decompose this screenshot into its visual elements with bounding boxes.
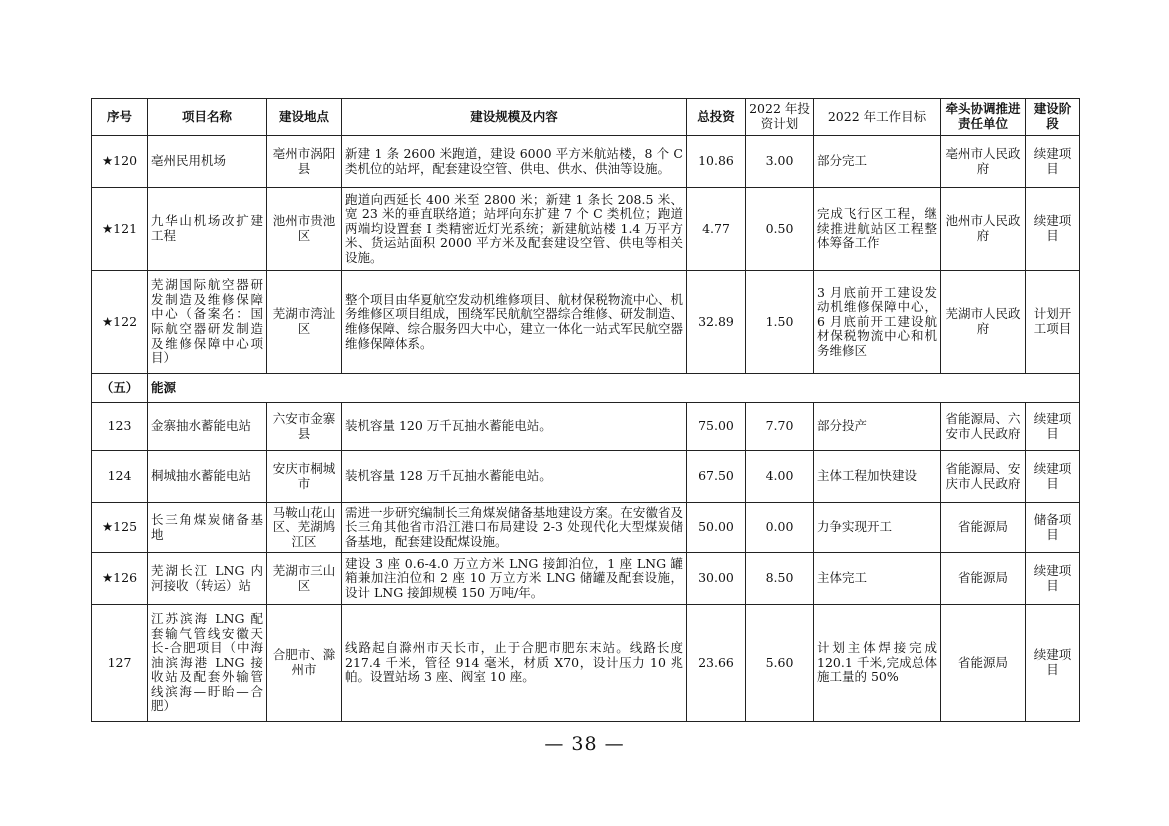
header-location: 建设地点 (267, 99, 342, 136)
cell-content: 整个项目由华夏航空发动机维修项目、航材保税物流中心、机务维修区项目组成，围绕军民航航空器综合维修、研发制造、维修保障、综合服务四大中心，建立一体化一站式军民航空器维修保障体系。 (342, 271, 687, 374)
cell-plan2022: 8.50 (746, 553, 814, 605)
cell-content: 新建 1 条 2600 米跑道，建设 6000 平方米航站楼，8 个 C 类机位的站坪，配套建设空管、供电、供水、供油等设施。 (342, 136, 687, 188)
cell-goal: 完成飞行区工程，继续推进航站区工程整体筹备工作 (814, 188, 941, 271)
cell-unit: 省能源局 (941, 503, 1026, 553)
header-content: 建设规模及内容 (342, 99, 687, 136)
cell-content: 线路起自滁州市天长市，止于合肥市肥东末站。线路长度 217.4 千米，管径 914 毫米，材质 X70，设计压力 10 兆帕。设置站场 3 座、阀室 10 座。 (342, 605, 687, 722)
cell-goal: 主体工程加快建设 (814, 451, 941, 503)
cell-stage: 续建项目 (1026, 188, 1080, 271)
cell-no: 127 (92, 605, 148, 722)
section-title: 能源 (148, 374, 1080, 403)
cell-no: ★125 (92, 503, 148, 553)
header-unit: 牵头协调推进责任单位 (941, 99, 1026, 136)
cell-plan2022: 3.00 (746, 136, 814, 188)
cell-location: 芜湖市湾沚区 (267, 271, 342, 374)
cell-content: 需进一步研究编制长三角煤炭储备基地建设方案。在安徽省及长三角其他省市沿江港口布局建设 2-3 处现代化大型煤炭储备基地，配套建设配煤设施。 (342, 503, 687, 553)
cell-stage: 续建项目 (1026, 553, 1080, 605)
cell-plan2022: 5.60 (746, 605, 814, 722)
cell-location: 六安市金寨县 (267, 403, 342, 451)
cell-total: 23.66 (687, 605, 746, 722)
cell-content: 装机容量 120 万千瓦抽水蓄能电站。 (342, 403, 687, 451)
cell-no: ★126 (92, 553, 148, 605)
cell-stage: 续建项目 (1026, 605, 1080, 722)
cell-stage: 储备项目 (1026, 503, 1080, 553)
header-name: 项目名称 (148, 99, 267, 136)
cell-unit: 省能源局 (941, 553, 1026, 605)
header-plan2022: 2022 年投资计划 (746, 99, 814, 136)
cell-name: 芜湖长江 LNG 内河接收（转运）站 (148, 553, 267, 605)
cell-name: 九华山机场改扩建工程 (148, 188, 267, 271)
cell-goal: 部分完工 (814, 136, 941, 188)
cell-location: 芜湖市三山区 (267, 553, 342, 605)
cell-plan2022: 7.70 (746, 403, 814, 451)
cell-stage: 续建项目 (1026, 136, 1080, 188)
table-row (92, 503, 1080, 553)
cell-location: 马鞍山花山区、芜湖鸠江区 (267, 503, 342, 553)
cell-name: 芜湖国际航空器研发制造及维修保障中心（备案名：国际航空器研发制造及维修保障中心项目） (148, 271, 267, 374)
cell-stage: 续建项目 (1026, 451, 1080, 503)
cell-location: 池州市贵池区 (267, 188, 342, 271)
cell-location: 亳州市涡阳县 (267, 136, 342, 188)
cell-name: 亳州民用机场 (148, 136, 267, 188)
cell-unit: 芜湖市人民政府 (941, 271, 1026, 374)
table-row (92, 451, 1080, 503)
cell-total: 10.86 (687, 136, 746, 188)
cell-stage: 续建项目 (1026, 403, 1080, 451)
cell-total: 50.00 (687, 503, 746, 553)
cell-plan2022: 0.00 (746, 503, 814, 553)
table-row (92, 136, 1080, 188)
cell-total: 4.77 (687, 188, 746, 271)
header-total: 总投资 (687, 99, 746, 136)
header-no: 序号 (92, 99, 148, 136)
cell-name: 长三角煤炭储备基地 (148, 503, 267, 553)
cell-name: 金寨抽水蓄能电站 (148, 403, 267, 451)
cell-unit: 亳州市人民政府 (941, 136, 1026, 188)
cell-goal: 力争实现开工 (814, 503, 941, 553)
cell-goal: 计划主体焊接完成 120.1 千米,完成总体施工量的 50% (814, 605, 941, 722)
cell-content: 建设 3 座 0.6-4.0 万立方米 LNG 接卸泊位，1 座 LNG 罐箱兼加注泊位和 2 座 10 万立方米 LNG 储罐及配套设施，设计 LNG 接卸规模 150 万吨/年。 (342, 553, 687, 605)
section-row (92, 374, 1080, 403)
table-row (92, 605, 1080, 722)
header-goal2022: 2022 年工作目标 (814, 99, 941, 136)
cell-unit: 省能源局 (941, 605, 1026, 722)
cell-content: 装机容量 128 万千瓦抽水蓄能电站。 (342, 451, 687, 503)
cell-no: 123 (92, 403, 148, 451)
cell-no: ★121 (92, 188, 148, 271)
header-row (92, 99, 1080, 136)
cell-no: ★120 (92, 136, 148, 188)
cell-unit: 省能源局、安庆市人民政府 (941, 451, 1026, 503)
cell-total: 32.89 (687, 271, 746, 374)
cell-name: 江苏滨海 LNG 配套输气管线安徽天长-合肥项目（中海油滨海港 LNG 接收站及配套外输管线滨海—盱眙—合肥） (148, 605, 267, 722)
cell-total: 67.50 (687, 451, 746, 503)
cell-stage: 计划开工项目 (1026, 271, 1080, 374)
cell-location: 安庆市桐城市 (267, 451, 342, 503)
cell-name: 桐城抽水蓄能电站 (148, 451, 267, 503)
cell-plan2022: 4.00 (746, 451, 814, 503)
cell-total: 30.00 (687, 553, 746, 605)
cell-location: 合肥市、滁州市 (267, 605, 342, 722)
cell-unit: 省能源局、六安市人民政府 (941, 403, 1026, 451)
table-row (92, 403, 1080, 451)
table-row (92, 188, 1080, 271)
cell-goal: 主体完工 (814, 553, 941, 605)
cell-unit: 池州市人民政府 (941, 188, 1026, 271)
cell-no: 124 (92, 451, 148, 503)
cell-plan2022: 1.50 (746, 271, 814, 374)
cell-plan2022: 0.50 (746, 188, 814, 271)
table-row (92, 271, 1080, 374)
cell-goal: 部分投产 (814, 403, 941, 451)
cell-no: ★122 (92, 271, 148, 374)
page-number: — 38 — (544, 733, 625, 755)
cell-goal: 3 月底前开工建设发动机维修保障中心，6 月底前开工建设航材保税物流中心和机务维修区 (814, 271, 941, 374)
table-row (92, 553, 1080, 605)
header-stage: 建设阶段 (1026, 99, 1080, 136)
cell-total: 75.00 (687, 403, 746, 451)
cell-content: 跑道向西延长 400 米至 2800 米；新建 1 条长 208.5 米、宽 23 米的垂直联络道；站坪向东扩建 7 个 C 类机位；跑道两端均设置套 I 类精密近灯光系统；新建航站楼 1.4 万平方米、货运站面积 2000 平方米及配套建设空管、供电等相关设施。 (342, 188, 687, 271)
section-label: （五） (92, 374, 148, 403)
project-table (91, 98, 1080, 722)
